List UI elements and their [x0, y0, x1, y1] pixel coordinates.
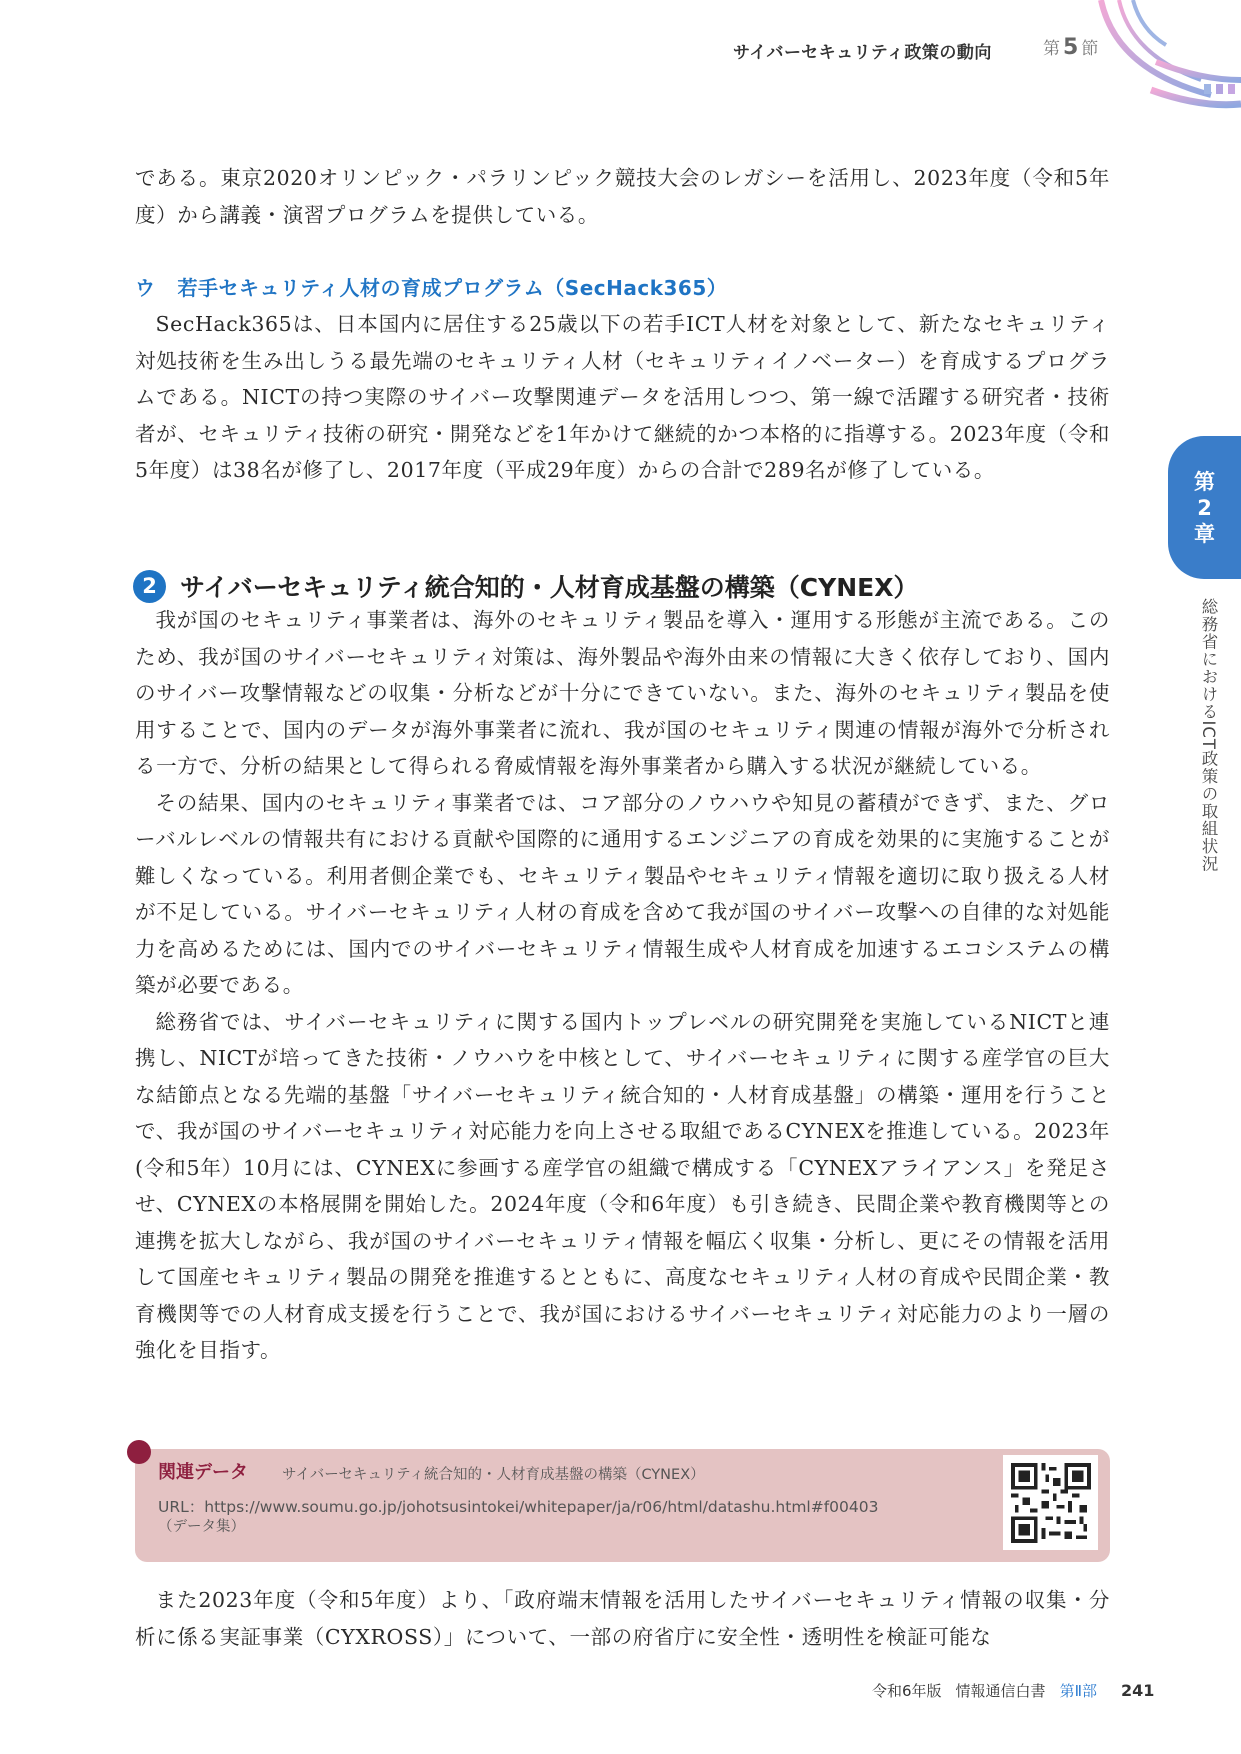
qr-code-icon[interactable] — [1003, 1455, 1098, 1550]
subsection-mark: ウ — [135, 276, 156, 300]
page-number: 241 — [1120, 1681, 1155, 1700]
related-data-bullet-icon — [127, 1440, 151, 1464]
cynex-body — [135, 602, 1110, 1369]
related-data-note: （データ集） — [158, 1519, 245, 1535]
chapter-prefix: 第 — [1194, 469, 1215, 494]
intro-paragraph: である。東京2020オリンピック・パラリンピック競技大会のレガシーを活用し、2023年度（令和5年度）から講義・演習プログラムを提供している。 — [135, 166, 1110, 227]
cyxross-paragraph: また2023年度（令和5年度）より、「政府端末情報を活用したサイバーセキュリティ情報の収集・分析に係る実証事業（CYXROSS）」について、一部の府省庁に安全性・透明性を検証可能な — [135, 1588, 1110, 1649]
cyxross-block — [135, 1582, 1110, 1655]
subsection-heading — [135, 272, 727, 301]
page-footer — [872, 1680, 1154, 1701]
section-number-badge: 2 — [133, 570, 166, 603]
cynex-paragraph-1: 我が国のセキュリティ事業者は、海外のセキュリティ製品を導入・運用する形態が主流である。このため、我が国のサイバーセキュリティ対策は、海外製品や海外由来の情報に大きく依存しており、国内のサイバー攻撃情報などの収集・分析などが十分にできていない。また、海外のセキュリティ製品を使用することで、国内のデータが海外事業者に流れ、我が国のセキュリティ関連の情報が海外で分析される一方で、分析の結果として得られる脅威情報を海外事業者から購入する状況が継続している。 — [135, 608, 1110, 778]
cynex-paragraph-3: 総務省では、サイバーセキュリティに関する国内トップレベルの研究開発を実施しているNICTと連携し、NICTが培ってきた技術・ノウハウを中核として、サイバーセキュリティに関する産学官の巨大な結節点となる先端的基盤「サイバーセキュリティ統合知的・人材育成基盤」の構築・運用を行うことで、我が国のサイバーセキュリティ対応能力を向上させる取組であるCYNEXを推進している。2023年(令和5年）10月には、CYNEXに参画する産学官の組織で構成する「CYNEXアライアンス」を発足させ、CYNEXの本格展開を開始した。2024年度（令和6年度）も引き続き、民間企業や教育機関等との連携を拡大しながら、我が国のサイバーセキュリティ情報を幅広く収集・分析し、更にその情報を活用して国産セキュリティ製品の開発を推進するとともに、高度なセキュリティ人材の育成や民間企業・教育機関等での人材育成支援を行うことで、我が国におけるサイバーセキュリティ対応能力のより一層の強化を目指す。 — [135, 1009, 1110, 1362]
footer-edition: 令和6年版 — [872, 1682, 942, 1700]
intro-block — [135, 160, 1110, 233]
section-heading — [133, 568, 918, 604]
footer-part: 第Ⅱ部 — [1059, 1682, 1097, 1700]
section-prefix: 第 — [1043, 39, 1060, 59]
related-data-url-link[interactable]: URL：https://www.soumu.go.jp/johotsusintokei/whitepaper/ja/r06/html/datashu.html#f00403 — [158, 1498, 879, 1516]
sechack-block — [135, 306, 1110, 489]
section-suffix: 節 — [1081, 39, 1099, 59]
related-data-title: サイバーセキュリティ統合知的・人材育成基盤の構築（CYNEX） — [282, 1467, 705, 1483]
subsection-title: 若手セキュリティ人材の育成プログラム（SecHack365） — [177, 276, 728, 300]
decorative-arcs-icon — [1071, 0, 1241, 110]
section-title: サイバーセキュリティ統合知的・人材育成基盤の構築（CYNEX） — [180, 573, 919, 602]
chapter-number: 2 — [1197, 495, 1212, 520]
chapter-suffix: 章 — [1194, 521, 1215, 546]
footer-publication: 情報通信白書 — [955, 1682, 1046, 1700]
running-header-title: サイバーセキュリティ政策の動向 — [733, 43, 992, 63]
section-number: 5 — [1063, 35, 1079, 60]
related-data-label: 関連データ — [158, 1462, 248, 1483]
sechack-paragraph: SecHack365は、日本国内に居住する25歳以下の若手ICT人材を対象として、新たなセキュリティ対処技術を生み出しうる最先端のセキュリティ人材（セキュリティイノベーター）を育成するプログラムである。NICTの持つ実際のサイバー攻撃関連データを活用しつつ、第一線で活躍する研究者・技術者が、セキュリティ技術の研究・開発などを1年かけて継続的かつ本格的に指導する。2023年度（令和5年度）は38名が修了し、2017年度（平成29年度）からの合計で289名が修了している。 — [135, 312, 1110, 482]
cynex-paragraph-2: その結果、国内のセキュリティ事業者では、コア部分のノウハウや知見の蓄積ができず、また、グローバルレベルの情報共有における貢献や国際的に通用するエンジニアの育成を効果的に実施することが難しくなっている。利用者側企業でも、セキュリティ製品やセキュリティ情報を適切に取り扱える人材が不足している。サイバーセキュリティ人材の育成を含めて我が国のサイバー攻撃への自律的な対処能力を高めるためには、国内でのサイバーセキュリティ情報生成や人材育成を加速するエコシステムの構築が必要である。 — [135, 790, 1110, 997]
chapter-tab[interactable] — [1168, 436, 1241, 579]
chapter-vertical-title: 総務省におけるICT政策の取組状況 — [1199, 598, 1218, 873]
